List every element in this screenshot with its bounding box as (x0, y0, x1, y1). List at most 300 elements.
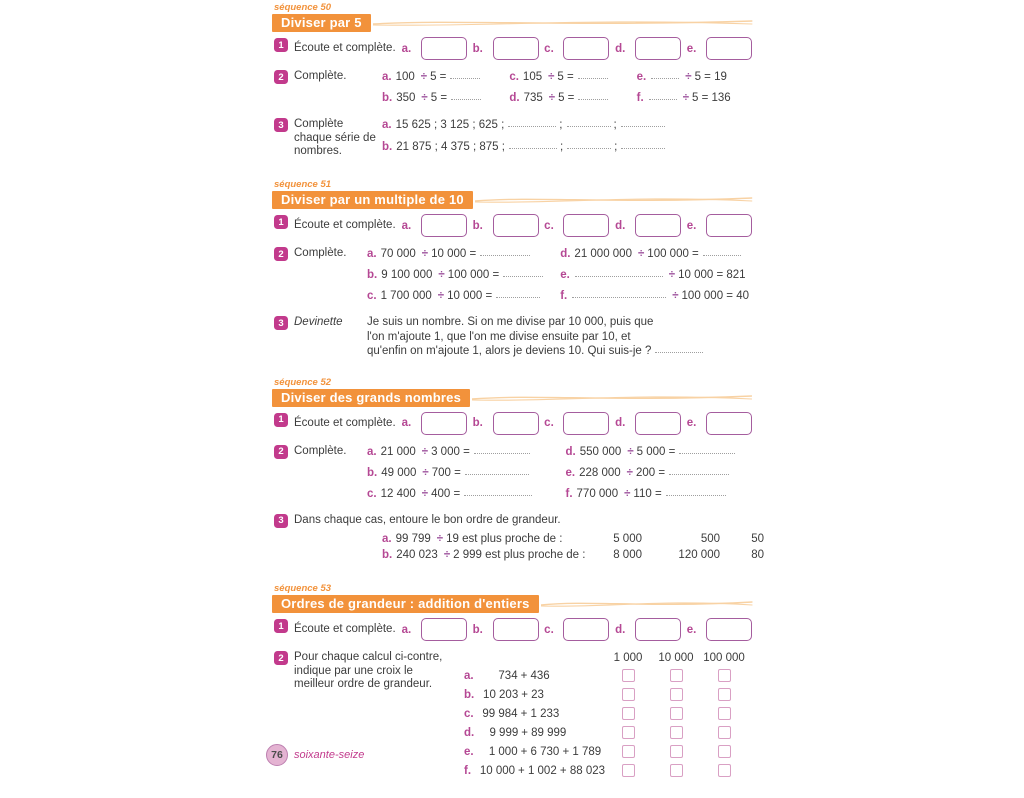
order-option[interactable]: 500 (700, 533, 720, 545)
division-sign: ÷ (626, 466, 633, 479)
exercise-instruction: Complète. (294, 444, 347, 457)
exercise-number-badge: 3 (274, 316, 288, 330)
equation-columns (382, 69, 752, 111)
expression-group (464, 765, 604, 777)
exercise-instruction: Dans chaque cas, entoure le bon ordre de grandeur. (294, 513, 561, 526)
answer-blank[interactable] (508, 124, 556, 127)
equation-text: 228 000 (579, 466, 621, 479)
wavy-line-decoration (373, 16, 752, 30)
division-sign: ÷ (668, 269, 676, 281)
equation-text: 21 000 (380, 445, 416, 458)
equation-first-number: 9 999 (489, 726, 519, 739)
item-letter: d. (615, 623, 626, 636)
equation-row (637, 69, 752, 85)
equation-first-number: 1 000 (488, 745, 518, 758)
equation-text: l'on m'ajoute 1, que l'on me divise ensuite par 10, et (367, 330, 631, 343)
item-letter: d. (615, 219, 626, 232)
page-content (272, 2, 764, 798)
answer-blank[interactable] (572, 295, 666, 298)
exercise-row (382, 533, 764, 545)
answer-blank[interactable] (703, 253, 741, 256)
checkbox-cell (652, 726, 700, 739)
division-sign: ÷ (422, 466, 429, 479)
equation-first-number: 10 203 (483, 688, 519, 701)
equation-text: + 1 233 (520, 707, 560, 720)
exercise-instruction: Écoute et complète. (294, 623, 396, 636)
item-letter: b. (472, 219, 483, 232)
answer-box[interactable] (493, 214, 539, 237)
checkbox-cell (652, 707, 700, 720)
expression-group (464, 746, 604, 758)
expression-group (382, 549, 586, 561)
answer-checkbox[interactable] (622, 764, 635, 777)
equation-row (560, 246, 752, 262)
answer-blank[interactable] (464, 493, 532, 496)
answer-blank[interactable] (578, 76, 608, 79)
exercise-body (294, 315, 752, 359)
exercise-number-badge: 2 (274, 70, 288, 84)
expression-group (464, 727, 604, 739)
answer-checkbox[interactable] (670, 745, 683, 758)
wavy-line-decoration (541, 597, 752, 611)
answer-box[interactable] (706, 214, 752, 237)
division-sign: ÷ (421, 487, 429, 500)
exercise (272, 444, 752, 507)
order-option[interactable]: 80 (751, 549, 764, 561)
equation-text: + 436 (520, 669, 550, 682)
item-letter: b. (472, 42, 483, 55)
column-header: 100 000 (703, 652, 745, 664)
item-letter: a. (367, 445, 377, 458)
equation-text: 100 000 = (447, 269, 500, 281)
item-letter: e. (686, 417, 697, 429)
item-letter: b. (382, 549, 393, 561)
exercise-number-badge: 2 (274, 247, 288, 261)
answer-box[interactable] (635, 412, 681, 435)
equation-text: 735 (523, 92, 543, 104)
item-letter: e. (686, 219, 697, 232)
equation-text: ; (559, 119, 563, 131)
exercise-row (464, 742, 752, 761)
equation-text: 200 = (635, 466, 666, 479)
expression-group (382, 533, 578, 545)
equation-row (382, 69, 497, 85)
item-letter: b. (382, 141, 393, 153)
item-letter: a. (382, 71, 392, 83)
item-letter: c. (367, 290, 377, 302)
answer-box[interactable] (706, 618, 752, 641)
answer-box[interactable] (706, 37, 752, 60)
exercise-rows (464, 650, 752, 780)
exercise-number-badge: 1 (274, 38, 288, 52)
item-letter: a. (464, 669, 474, 682)
exercise-row (382, 117, 752, 133)
division-sign: ÷ (436, 533, 444, 545)
checkbox-cell (652, 764, 700, 777)
equation-column (560, 246, 752, 309)
equation-row (566, 444, 753, 460)
answer-blank[interactable] (578, 97, 608, 100)
division-sign: ÷ (548, 92, 556, 104)
answer-boxes-row (402, 412, 752, 435)
answer-checkbox[interactable] (622, 726, 635, 739)
equation-row (367, 465, 554, 481)
equation-text: 21 875 ; 4 375 ; 875 ; (396, 141, 505, 153)
item-letter: a. (401, 42, 412, 55)
exercise-row (382, 139, 752, 155)
checkbox-cell (604, 707, 652, 720)
exercise-body (294, 246, 752, 309)
item-letter: c. (544, 219, 554, 232)
checkbox-cell (700, 669, 748, 682)
item-letter: c. (464, 707, 474, 720)
answer-blank[interactable] (450, 76, 480, 79)
equation-column (367, 246, 548, 309)
equation-first-number: 10 000 (479, 764, 516, 777)
equation-text: qu'enfin on m'ajoute 1, alors je deviens 10. Qui suis-je ? (367, 345, 652, 357)
item-letter: d. (615, 417, 626, 429)
section (272, 376, 764, 566)
section-header (272, 191, 752, 209)
section (272, 2, 752, 161)
division-sign: ÷ (637, 248, 645, 260)
equation-row (637, 90, 752, 106)
answer-blank[interactable] (679, 451, 735, 454)
section-title: Diviser des grands nombres (272, 389, 470, 407)
equation-text: ; (559, 141, 564, 153)
equation-text: + 89 999 (521, 726, 567, 739)
answer-blank[interactable] (567, 124, 611, 127)
answer-checkbox[interactable] (622, 745, 635, 758)
equation-text: 100 000 = (647, 248, 699, 260)
exercise-row (464, 704, 752, 723)
answer-checkbox[interactable] (622, 688, 635, 701)
equation-text: 12 400 (380, 487, 416, 500)
answer-blank[interactable] (503, 274, 543, 277)
equation-text: 49 000 (381, 466, 417, 479)
answer-box[interactable] (493, 37, 539, 60)
item-letter: a. (401, 417, 412, 429)
item-letter: d. (464, 726, 475, 739)
exercise-body (294, 618, 752, 641)
item-letter: f. (565, 487, 573, 500)
answer-box[interactable] (421, 214, 467, 237)
equation-text: 700 = (431, 466, 461, 479)
exercise-row (367, 315, 752, 330)
item-letter: b. (464, 688, 475, 701)
equation-text: + 23 (521, 688, 544, 701)
exercise (272, 315, 752, 359)
answer-box[interactable] (563, 37, 609, 60)
equation-text: 10 000 = (447, 290, 493, 302)
order-option[interactable]: 5 000 (613, 533, 642, 545)
exercise-body (294, 117, 752, 161)
sequence-label: séquence 50 (274, 2, 332, 13)
exercise-number-badge: 3 (274, 514, 288, 528)
answer-checkbox[interactable] (718, 707, 731, 720)
checkbox-cell (700, 726, 748, 739)
division-sign: ÷ (420, 71, 428, 83)
item-letter: f. (464, 764, 472, 777)
expression-group (464, 670, 604, 682)
equation-text: 21 000 000 (574, 248, 632, 260)
answer-box[interactable] (421, 618, 467, 641)
answer-box[interactable] (563, 214, 609, 237)
item-letter: d. (565, 445, 576, 458)
equation-columns (367, 246, 752, 309)
item-letter: d. (509, 92, 520, 104)
exercise-number-badge: 1 (274, 619, 288, 633)
answer-box[interactable] (493, 412, 539, 435)
exercise-body (294, 412, 752, 435)
answer-blank[interactable] (567, 146, 611, 149)
exercise-number-badge: 1 (274, 413, 288, 427)
answer-checkbox[interactable] (718, 726, 731, 739)
answer-blank[interactable] (496, 295, 540, 298)
answer-checkbox[interactable] (718, 669, 731, 682)
answer-checkbox[interactable] (670, 726, 683, 739)
equation-first-number: 734 (498, 669, 518, 682)
equation-text: Je suis un nombre. Si on me divise par 10 000, puis que (367, 316, 654, 328)
item-letter: c. (544, 42, 554, 55)
division-sign: ÷ (421, 248, 429, 260)
answer-box[interactable] (563, 618, 609, 641)
sequence-label: séquence 53 (274, 583, 332, 594)
equation-column (367, 444, 554, 507)
item-letter: f. (560, 290, 568, 302)
exercise-row (367, 344, 752, 359)
exercise (272, 412, 752, 435)
exercise-number-badge: 3 (274, 118, 288, 132)
exercise-body (294, 513, 764, 566)
section-header (272, 389, 752, 407)
equation-text: + 1 002 + 88 023 (518, 764, 605, 777)
order-option[interactable]: 120 000 (678, 549, 720, 561)
division-sign: ÷ (685, 71, 692, 83)
answer-blank[interactable] (509, 146, 557, 149)
equation-text: 400 = (431, 487, 461, 500)
expression-group (464, 689, 604, 701)
division-sign: ÷ (627, 445, 634, 458)
equation-text: 9 100 000 (381, 269, 433, 281)
answer-blank[interactable] (649, 97, 677, 100)
answer-blank[interactable] (465, 472, 529, 475)
equation-text: 70 000 (380, 248, 416, 260)
exercise-row (464, 650, 752, 666)
exercise-number-badge: 1 (274, 215, 288, 229)
answer-checkbox[interactable] (622, 669, 635, 682)
item-letter: a. (367, 248, 377, 260)
order-option[interactable]: 50 (751, 533, 764, 545)
exercise-row (464, 666, 752, 685)
exercise-row (464, 723, 752, 742)
answer-checkbox[interactable] (670, 764, 683, 777)
item-letter: c. (544, 623, 554, 636)
equation-row (367, 288, 548, 304)
equation-text: 19 est plus proche de : (446, 533, 563, 545)
page-number-word: soixante-seize (294, 749, 365, 761)
equation-text: + 6 730 + 1 789 (520, 745, 602, 758)
equation-text: 5 = 19 (694, 71, 727, 83)
equation-text: 100 000 = 40 (681, 290, 749, 302)
equation-column (566, 444, 753, 507)
checkbox-cell (700, 745, 748, 758)
answer-blank[interactable] (669, 472, 729, 475)
answer-checkbox[interactable] (718, 764, 731, 777)
order-option[interactable]: 8 000 (613, 549, 642, 561)
exercise-row (464, 761, 752, 780)
answer-blank[interactable] (480, 253, 530, 256)
answer-blank[interactable] (621, 124, 665, 127)
division-sign: ÷ (421, 445, 429, 458)
equation-text: 770 000 (576, 487, 619, 500)
item-letter: b. (367, 269, 378, 281)
answer-box[interactable] (493, 618, 539, 641)
column-header: 10 000 (658, 652, 694, 664)
answer-blank[interactable] (651, 76, 679, 79)
division-sign: ÷ (438, 269, 445, 281)
equation-text: ; (614, 141, 618, 153)
answer-box[interactable] (421, 37, 467, 60)
exercise-body (294, 37, 752, 60)
exercise-rows (382, 117, 752, 161)
division-sign: ÷ (548, 71, 555, 83)
equation-row (509, 69, 624, 85)
equation-text: 3 000 = (431, 445, 470, 458)
equation-text: 100 (395, 71, 415, 83)
expression-group (464, 708, 604, 720)
answer-box[interactable] (563, 412, 609, 435)
item-letter: b. (367, 466, 378, 479)
checkbox-cell (604, 669, 652, 682)
checkbox-cell (604, 745, 652, 758)
item-letter: f. (636, 92, 644, 104)
exercise-instruction: Complète chaque série de nombres. (294, 118, 376, 157)
equation-row (367, 267, 548, 283)
answer-box[interactable] (421, 412, 467, 435)
answer-box[interactable] (635, 618, 681, 641)
answer-box[interactable] (635, 214, 681, 237)
equation-column (637, 69, 752, 111)
exercise-number-badge: 2 (274, 651, 288, 665)
equation-text: 15 625 ; 3 125 ; 625 ; (395, 119, 505, 131)
checkbox-cell (700, 764, 748, 777)
equation-text: ; (613, 119, 617, 131)
answer-checkbox[interactable] (718, 688, 731, 701)
equation-row (509, 90, 624, 106)
answer-blank[interactable] (451, 97, 481, 100)
answer-boxes-row (402, 618, 752, 641)
equation-columns (367, 444, 752, 507)
equation-column (382, 69, 497, 111)
equation-row (382, 90, 497, 106)
exercise (272, 69, 752, 111)
exercise-body (294, 69, 752, 111)
exercise-instruction: Pour chaque calcul ci-contre, indique par une croix le meilleur ordre de grandeur. (294, 651, 443, 690)
exercise-body (294, 444, 752, 507)
equation-text: 5 = (557, 71, 574, 83)
item-letter: e. (636, 71, 647, 83)
checkbox-cell (652, 669, 700, 682)
item-letter: e. (686, 42, 697, 55)
item-letter: c. (367, 487, 377, 500)
answer-checkbox[interactable] (670, 707, 683, 720)
checkbox-cell (604, 726, 652, 739)
exercise-row (382, 549, 764, 561)
answer-blank[interactable] (666, 493, 726, 496)
sequence-label: séquence 52 (274, 376, 332, 388)
answer-boxes-row (402, 37, 752, 60)
exercise (272, 214, 752, 237)
equation-text: 105 (522, 71, 543, 83)
answer-box[interactable] (706, 412, 752, 435)
answer-checkbox[interactable] (718, 745, 731, 758)
checkbox-cell (700, 707, 748, 720)
checkbox-cell (604, 764, 652, 777)
division-sign: ÷ (421, 92, 428, 104)
page-footer (266, 744, 364, 766)
answer-blank[interactable] (621, 146, 665, 149)
answer-blank[interactable] (575, 274, 663, 277)
answer-blank[interactable] (655, 350, 703, 353)
answer-box[interactable] (635, 37, 681, 60)
checkbox-cell (652, 688, 700, 701)
section (272, 179, 752, 359)
exercise (272, 618, 752, 641)
division-sign: ÷ (443, 549, 451, 561)
equation-row (367, 246, 548, 262)
checkbox-cell (700, 688, 748, 701)
item-letter: e. (686, 623, 697, 636)
item-letter: a. (401, 219, 412, 232)
item-letter: e. (565, 466, 576, 479)
equation-text: 5 = (430, 92, 448, 104)
exercise-number-badge: 2 (274, 445, 288, 459)
section-title: Diviser par 5 (272, 14, 371, 32)
answer-checkbox[interactable] (670, 688, 683, 701)
exercise-instruction: Complète. (294, 70, 347, 82)
item-letter: a. (382, 533, 392, 545)
item-letter: e. (560, 269, 570, 281)
item-letter: d. (615, 42, 626, 55)
equation-text: 550 000 (579, 445, 622, 458)
equation-row (560, 288, 752, 304)
answer-checkbox[interactable] (622, 707, 635, 720)
item-letter: c. (544, 417, 554, 429)
exercise (272, 246, 752, 309)
equation-text: 10 000 = 821 (678, 269, 746, 281)
division-sign: ÷ (437, 290, 445, 302)
item-letter: b. (472, 623, 483, 636)
exercise-instruction: Complète. (294, 247, 347, 259)
item-letter: a. (401, 623, 412, 636)
wavy-line-decoration (475, 193, 752, 207)
item-letter: d. (560, 248, 571, 260)
exercise-body (294, 214, 752, 237)
section-header (272, 595, 752, 613)
page-number-badge: 76 (266, 744, 288, 766)
sequence-label: séquence 51 (274, 179, 332, 190)
equation-text: 5 = (430, 71, 447, 83)
section-title: Diviser par un multiple de 10 (272, 191, 473, 209)
equation-text: 99 799 (395, 533, 431, 545)
answer-checkbox[interactable] (670, 669, 683, 682)
equation-column (509, 69, 624, 111)
answer-blank[interactable] (474, 451, 530, 454)
exercise-row (464, 685, 752, 704)
exercise-instruction: Écoute et complète. (294, 219, 396, 232)
item-letter: e. (464, 745, 474, 758)
